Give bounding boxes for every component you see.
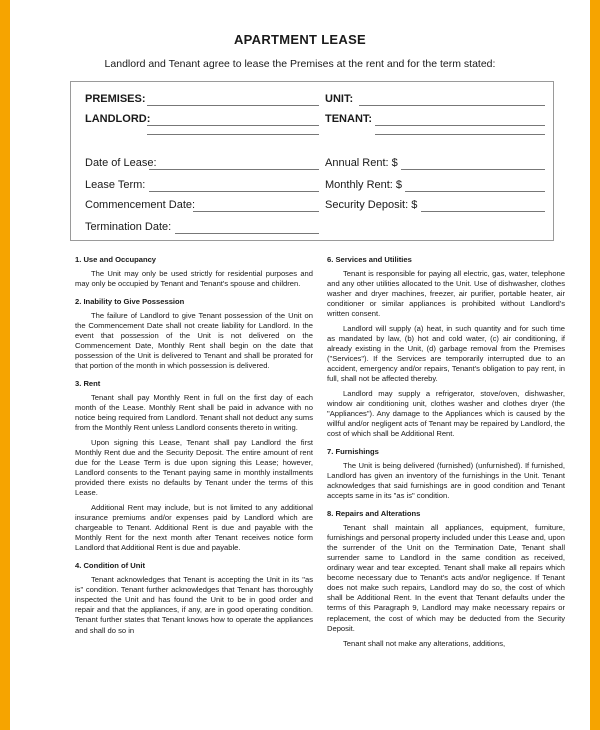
section-inability-to-give-possession bbox=[75, 297, 313, 371]
section-paragraph: Tenant shall maintain all appliances, equipment, furniture, furnishings and personal property included under this Lease and, upon the surrender of the Unit on the Termination Date, Tenant shall surrender same to Landlord in the same condition as received, ordinary wear and tear excepted. Tenant shall make all repairs which become necessary due to Tenant's acts and/or negligence. If Tenant does not make such repairs, Landlord may do so, the cost of which shall be Additional Rent. In the event that Tenant defaults under the terms of this Paragraph 9, Landlord may make necessary repairs or replacement, the cost of which may be deducted from the Security Deposit. bbox=[327, 523, 565, 633]
monthly-rent-field[interactable] bbox=[405, 191, 545, 192]
section-services-and-utilities bbox=[327, 255, 565, 439]
security-deposit-field[interactable] bbox=[421, 211, 545, 212]
landlord-label: LANDLORD: bbox=[85, 113, 151, 125]
landlord-field[interactable] bbox=[147, 125, 319, 126]
section-repairs-and-alterations bbox=[327, 509, 565, 648]
section-paragraph: Landlord will supply (a) heat, in such quantity and for such time as mandated by law, (b) hot and cold water, (c) air conditioning, if already existing in the Unit, (d) garbage removal from the Premises ("Services"). If the Services are temporarily interrupted due to an accident, emergency and/or repairs, Tenant's obligation to pay rent, in full, shall not be affected thereby. bbox=[327, 324, 565, 384]
section-heading: 7. Furnishings bbox=[327, 447, 379, 457]
section-paragraph: The Unit may only be used strictly for residential purposes and may only be occupied by Tenant and Tenant's spouse and children. bbox=[75, 269, 313, 289]
unit-field[interactable] bbox=[359, 105, 545, 106]
left-column bbox=[75, 255, 313, 644]
section-use-and-occupancy bbox=[75, 255, 313, 289]
commencement-date-label: Commencement Date: bbox=[85, 199, 196, 211]
premises-label: PREMISES: bbox=[85, 93, 146, 105]
section-paragraph: Additional Rent may include, but is not limited to any additional insurance premiums and/or expenses paid by Landlord which are chargeable to Tenant. Additional Rent is due and payable with the Monthly Rent for the next month after Tenant receives notice form Landlord that Additional Rent is due and payable. bbox=[75, 503, 313, 553]
section-paragraph: The Unit is being delivered (furnished) (unfurnished). If furnished, Landlord has given an inventory of the furnishings in the Unit. Tenant acknowledges that said furnishings are in good condition and Tenant accepts same in its "as is" condition. bbox=[327, 461, 565, 501]
termination-date-field[interactable] bbox=[175, 233, 319, 234]
lease-term-label: Lease Term: bbox=[85, 179, 146, 191]
unit-label: UNIT: bbox=[325, 93, 354, 105]
commencement-date-field[interactable] bbox=[193, 211, 319, 212]
section-paragraph: Tenant shall not make any alterations, additions, bbox=[343, 638, 506, 648]
lease-page bbox=[10, 0, 590, 730]
landlord-line-2[interactable] bbox=[147, 134, 319, 135]
section-condition-of-unit bbox=[75, 561, 313, 635]
right-column bbox=[327, 255, 565, 657]
date-of-lease-field[interactable] bbox=[149, 169, 319, 170]
annual-rent-label: Annual Rent: $ bbox=[325, 157, 398, 169]
section-paragraph: Upon signing this Lease, Tenant shall pay Landlord the first Monthly Rent due and the Security Deposit. The entire amount of rent due for the Lease Term is due upon signing this Lease; however, Landlord consents to the Tenant paying same in monthly installments provided there exists no defaults by Tenant under the terms of this Lease. bbox=[75, 438, 313, 498]
section-heading: 1. Use and Occupancy bbox=[75, 255, 157, 264]
tenant-field[interactable] bbox=[375, 125, 545, 126]
termination-date-label: Termination Date: bbox=[85, 221, 172, 233]
section-rent bbox=[75, 379, 313, 553]
section-heading: 8. Repairs and Alterations bbox=[327, 509, 421, 519]
tenant-label: TENANT: bbox=[325, 113, 373, 125]
section-heading: 2. Inability to Give Possession bbox=[75, 297, 185, 307]
section-heading: 6. Services and Utilities bbox=[327, 255, 412, 264]
premises-field[interactable] bbox=[147, 105, 319, 106]
section-paragraph: Tenant acknowledges that Tenant is accepting the Unit in its "as is" condition. Tenant further acknowledges that Tenant has thoroughly inspected the Unit and has found the Unit to be in good order and repair and that the appliances, if any, are in good operating condition. Tenant further states that Tenant knows how to operate the appliances and shall do so in bbox=[75, 575, 313, 635]
section-heading: 4. Condition of Unit bbox=[75, 561, 146, 571]
intro-text: Landlord and Tenant agree to lease the Premises at the rent and for the term stated: bbox=[104, 58, 496, 70]
lease-details-box bbox=[70, 81, 554, 241]
document-title: APARTMENT LEASE bbox=[233, 32, 367, 47]
monthly-rent-label: Monthly Rent: $ bbox=[325, 179, 403, 191]
section-heading: 3. Rent bbox=[75, 379, 101, 389]
section-paragraph: Tenant shall pay Monthly Rent in full on the first day of each month of the Lease. Monthly Rent shall be paid in advance with no notice being required from Landlord. Tenant shall not deduct any sums from the Monthly Rent unless Landlord consents thereto in writing. bbox=[75, 393, 313, 433]
section-paragraph: Tenant is responsible for paying all electric, gas, water, telephone and any other utilities allocated to the Unit. Use of dishwasher, clothes washer and dryer machines, freezer, air purifier, portable heater, air conditioner or similar appliances is prohibited without Landlord's written consent. bbox=[327, 269, 565, 319]
date-of-lease-label: Date of Lease: bbox=[85, 157, 157, 169]
lease-term-field[interactable] bbox=[149, 191, 319, 192]
section-paragraph: Landlord may supply a refrigerator, stove/oven, dishwasher, window air conditioning unit, clothes washer and clothes dryer (the "Appliances"). Any damage to the Appliances which is caused by the willful and/or negligent acts of Tenant may be repaired by Landlord, the cost of which shall be Additional Rent. bbox=[327, 389, 565, 439]
tenant-line-2[interactable] bbox=[375, 134, 545, 135]
security-deposit-label: Security Deposit: $ bbox=[325, 199, 418, 211]
annual-rent-field[interactable] bbox=[401, 169, 545, 170]
section-furnishings bbox=[327, 447, 565, 501]
section-paragraph: The failure of Landlord to give Tenant possession of the Unit on the Commencement Date shall not create liability for Landlord. In the event that possession of the Unit is not delivered on the Commencement Date, Monthly Rent shall begin on the date that possession of the Unit is delivered to Tenant and shall be prorated for that portion of the month in which possession is delivered. bbox=[75, 311, 313, 371]
